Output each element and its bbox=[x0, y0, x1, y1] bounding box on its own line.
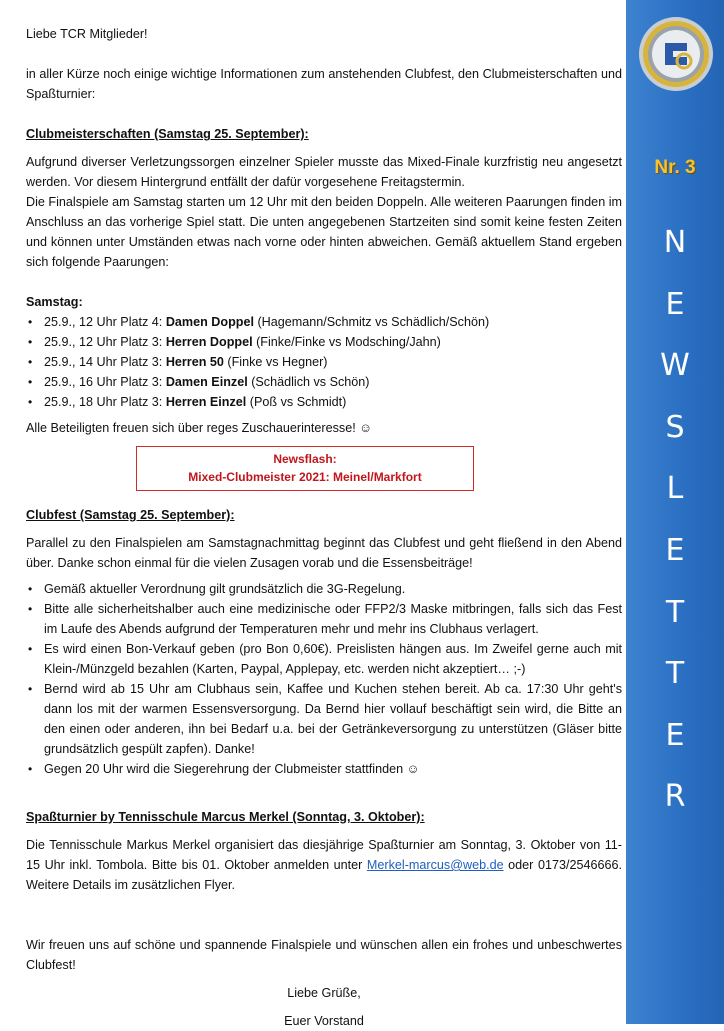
match-event: Herren 50 bbox=[165, 355, 224, 369]
title-letter: W bbox=[660, 348, 690, 384]
title-letter: T bbox=[665, 594, 685, 630]
title-letter: T bbox=[665, 656, 685, 692]
clubfest-p1: Parallel zu den Finalspielen am Samstagnachmittag beginnt das Clubfest und geht fließend in den Abend über. Danke schon einmal für die vielen Zusagen vorab und die Essensbeiträge! bbox=[26, 536, 622, 570]
title-letter: S bbox=[665, 409, 685, 445]
match-item: • 25.9., 12 Uhr Platz 3: Herren Doppel (Finke/Finke vs Modsching/Jahn) bbox=[26, 332, 622, 352]
match-event: Damen Einzel bbox=[165, 375, 248, 389]
match-item: • 25.9., 12 Uhr Platz 4: Damen Doppel (Hagemann/Schmitz vs Schädlich/Schön) bbox=[26, 312, 622, 332]
signature: Euer Vorstand bbox=[284, 1014, 364, 1028]
title-letter: R bbox=[664, 779, 686, 815]
newsflash-box bbox=[136, 446, 474, 491]
match-item: • 25.9., 14 Uhr Platz 3: Herren 50 (Finke vs Hegner) bbox=[26, 352, 622, 372]
match-item: • 25.9., 18 Uhr Platz 3: Herren Einzel (Poß vs Schmidt) bbox=[26, 392, 622, 412]
match-event: Herren Doppel bbox=[165, 335, 253, 349]
spectator-note: Alle Beteiligten freuen sich über reges Zuschauerinteresse! ☺ bbox=[26, 421, 373, 435]
greeting: Liebe TCR Mitglieder! bbox=[26, 27, 148, 41]
title-letter: E bbox=[665, 286, 685, 322]
issue-number: Nr. 3 bbox=[654, 157, 696, 178]
list-item: • Bitte alle sicherheitshalber auch eine medizinische oder FFP2/3 Maske mitbringen, falls sich das Fest im Laufe des Abends aufgrund der Temperaturen mehr und mehr ins Clubhaus verlagert. bbox=[26, 599, 622, 639]
title-letter: N bbox=[663, 225, 687, 260]
clubfest-heading: Clubfest (Samstag 25. September): bbox=[26, 508, 235, 522]
title-letter: E bbox=[665, 717, 685, 753]
newsletter-sidebar bbox=[626, 0, 724, 1024]
newsflash-title: Newsflash: bbox=[273, 452, 337, 466]
match-event: Herren Einzel bbox=[165, 395, 247, 409]
clubmeisterschaften-p1: Aufgrund diverser Verletzungssorgen einzelner Spieler musste das Mixed-Finale kurzfristig neu angesetzt werden. Vor diesem Hintergrund entfällt der dafür vorgesehene Freitagstermin. bbox=[26, 155, 622, 189]
newsletter-vertical-title bbox=[626, 212, 724, 828]
club-logo-icon bbox=[638, 16, 714, 92]
title-letter: E bbox=[665, 532, 685, 568]
title-letter: L bbox=[666, 471, 684, 507]
spassturnier-heading: Spaßturnier by Tennisschule Marcus Merkel (Sonntag, 3. Oktober): bbox=[26, 810, 425, 824]
intro-text: in aller Kürze noch einige wichtige Informationen zum anstehenden Clubfest, den Clubmeisterschaften und Spaßturnier: bbox=[26, 67, 622, 101]
list-item: • Gemäß aktueller Verordnung gilt grundsätzlich die 3G-Regelung. bbox=[26, 579, 622, 599]
list-item: • Es wird einen Bon-Verkauf geben (pro Bon 0,60€). Preislisten hängen aus. Im Zweifel gerne auch mit Klein-/Münzgeld bezahlen (Karten, Paypal, Applepay, etc. werden nicht akzeptiert… ;-) bbox=[26, 639, 622, 679]
match-item: • 25.9., 16 Uhr Platz 3: Damen Einzel (Schädlich vs Schön) bbox=[26, 372, 622, 392]
clubmeisterschaften-heading: Clubmeisterschaften (Samstag 25. September): bbox=[26, 127, 309, 141]
newsflash-text: Mixed-Clubmeister 2021: Meinel/Markfort bbox=[188, 470, 422, 484]
match-list bbox=[26, 312, 622, 412]
newsletter-body bbox=[26, 24, 622, 1031]
match-event: Damen Doppel bbox=[165, 315, 254, 329]
spassturnier-text: Die Tennisschule Markus Merkel organisiert das diesjährige Spaßturnier am Sonntag, 3. Oktober von 11-15 Uhr inkl. Tombola. Bitte bis 01. Oktober anmelden unter Merkel-marcus@web.de oder 0173/2546666. Weitere Details im zusätzlichen Flyer. bbox=[26, 838, 622, 892]
regards: Liebe Grüße, bbox=[287, 986, 361, 1000]
day-label: Samstag: bbox=[26, 295, 83, 309]
list-item: • Bernd wird ab 15 Uhr am Clubhaus sein, Kaffee und Kuchen stehen bereit. Ab ca. 17:30 Uhr geht's dann los mit der warmen Essensversorgung. Da Bernd hier vollauf beschäftigt sein wird, die Bitte an den einen oder anderen, ihn bei Bedarf u.a. bei der Getränkeversorgung zu unterstützen (Gläser bitte grundsätzlich gespült zapfen). Danke! bbox=[26, 679, 622, 759]
closing-text: Wir freuen uns auf schöne und spannende Finalspiele und wünschen allen ein frohes und unbeschwertes Clubfest! bbox=[26, 938, 622, 972]
clubmeisterschaften-p2: Die Finalspiele am Samstag starten um 12 Uhr mit den beiden Doppeln. Alle weiteren Paarungen finden im Anschluss an das vorherige Spiel statt. Die unten angegebenen Startzeiten sind somit keine festen Zeiten und können unter Umständen etwas nach vorne oder hinten abweichen. Gemäß aktuellem Stand ergeben sich folgende Paarungen: bbox=[26, 195, 622, 269]
email-link[interactable]: Merkel-marcus@web.de bbox=[366, 858, 504, 872]
clubfest-list bbox=[26, 579, 622, 779]
list-item: • Gegen 20 Uhr wird die Siegerehrung der Clubmeister stattfinden ☺ bbox=[26, 759, 622, 779]
